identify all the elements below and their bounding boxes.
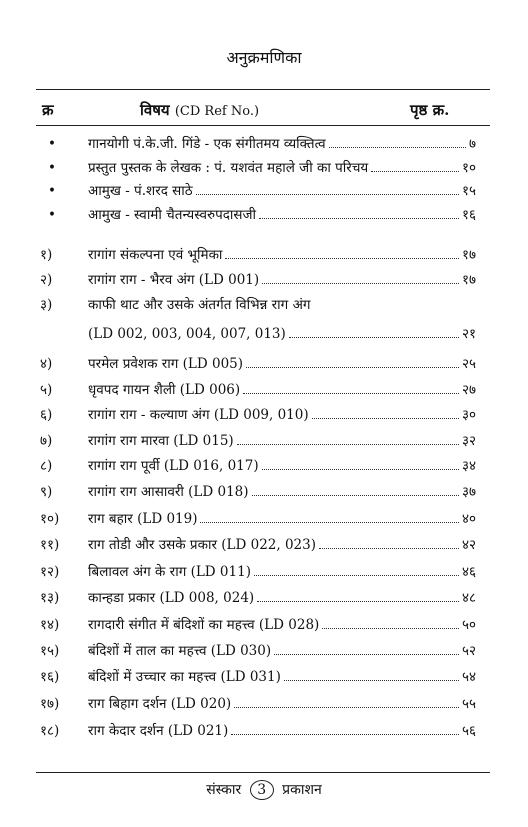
toc-row [40,688,476,712]
toc-row [40,529,476,553]
toc-number: ९) [40,484,53,500]
toc-number: ८) [40,458,53,474]
toc-title: राग बहार (LD 019) [88,511,198,527]
toc-page-number: २१ [461,326,476,342]
toc-title: रागदारी संगीत में बंदिशों का महत्त्व (LD 028) [88,617,320,633]
toc-title: बिलावल अंग के राग (LD 011) [88,564,251,580]
toc-page-number: ५४ [461,669,476,685]
toc-dot-leader [196,194,459,195]
toc-dot-leader [274,654,459,655]
toc-row [40,239,476,263]
footer-rule [36,772,490,773]
toc-bullet: • [48,136,56,152]
toc-page-number: १७ [461,247,476,263]
toc-dot-leader [284,680,459,681]
toc-row [40,556,476,580]
toc-title: आमुख - पं.शरद साठे [88,183,193,199]
toc-number: १८) [40,723,60,739]
toc-dot-leader [319,548,459,549]
toc-dot-leader [289,337,459,338]
toc-dot-leader [262,283,459,284]
toc-row [40,374,476,398]
toc-number: १३) [40,590,60,606]
toc-dot-leader [329,147,466,148]
col-header-subject-label: विषय [140,101,170,119]
toc-dot-leader [243,393,459,394]
toc-number: १२) [40,564,60,580]
footer-left-text: संस्कार [206,782,242,798]
toc-page-number: २७ [461,382,476,398]
toc-page-number: ४२ [461,537,476,553]
toc-number: २) [40,272,53,288]
toc-number: १४) [40,617,60,633]
toc-bullet: • [48,160,56,176]
toc-row [40,476,476,500]
page-number: 3 [250,780,274,800]
toc-row [40,289,476,313]
toc-dot-leader [231,734,459,735]
header-top-rule [36,89,490,90]
toc-number: ४) [40,356,53,372]
toc-title: काफी थाट और उसके अंतर्गत विभिन्न राग अंग [88,297,311,313]
toc-page-number: ५५ [461,696,476,712]
footer-right-text: प्रकाशन [282,782,322,798]
toc-row [40,661,476,685]
toc-title: राग तोडी और उसके प्रकार (LD 022, 023) [88,537,317,553]
toc-row [40,399,476,423]
col-header-page: पृष्ठ क्र. [410,101,450,119]
toc-dot-leader [262,469,459,470]
toc-title: राग बिहाग दर्शन (LD 020) [88,696,232,712]
toc-row [40,609,476,633]
toc-page-number: ५२ [461,643,476,659]
toc-row [40,152,476,176]
toc-number: ५) [40,382,53,398]
toc-dot-leader [200,522,458,523]
toc-page-number: १६ [461,207,476,223]
toc-title: राग केदार दर्शन (LD 021) [88,723,229,739]
toc-number: १७) [40,696,60,712]
toc-page-number: ३७ [461,484,476,500]
toc-page-number: ४० [461,511,476,527]
toc-title: गानयोगी पं.के.जी. गिंडे - एक संगीतमय व्यक्तित्व [88,136,326,152]
toc-title: बंदिशों में उच्चार का महत्त्व (LD 031) [88,669,281,685]
toc-row [40,715,476,739]
toc-title: धृवपद गायन शैली (LD 006) [88,382,241,398]
toc-title: परमेल प्रवेशक राग (LD 005) [88,356,244,372]
toc-dot-leader [225,258,459,259]
toc-dot-leader [259,218,459,219]
toc-title: रागांग राग पूर्वी (LD 016, 017) [88,458,259,474]
toc-number: ७) [40,433,53,449]
toc-bullet: • [48,183,56,199]
toc-row [40,582,476,606]
toc-page-number: ७ [468,136,476,152]
toc-title: रागांग राग - कल्याण अंग (LD 009, 010) [88,407,309,423]
toc-page-number: १० [461,160,476,176]
toc-dot-leader [257,601,459,602]
toc-title: रागांग राग मारवा (LD 015) [88,433,234,449]
toc-title: आमुख - स्वामी चैतन्यस्वरुपदासजी [88,207,257,223]
toc-title: कान्हडा प्रकार (LD 008, 024) [88,590,255,606]
page-title: अनुक्रमणिका [226,48,302,67]
toc-row [40,199,476,223]
col-header-subject [140,100,259,120]
toc-page-number: ३० [461,407,476,423]
toc-row [40,175,476,199]
toc-title: (LD 002, 003, 004, 007, 013) [88,326,286,342]
toc-row [40,635,476,659]
toc-number: १५) [40,643,60,659]
toc-dot-leader [254,575,459,576]
toc-number: १०) [40,511,60,527]
toc-dot-leader [312,418,459,419]
toc-title: रागांग राग आसावरी (LD 018) [88,484,249,500]
toc-dot-leader [234,707,459,708]
toc-title: रागांग राग - भैरव अंग (LD 001) [88,272,260,288]
toc-page-number: ३४ [461,458,476,474]
toc-title: प्रस्तुत पुस्तक के लेखक : पं. यशवंत महाले जी का परिचय [88,160,369,176]
toc-row [40,348,476,372]
toc-row [40,503,476,527]
toc-page-number: ५० [461,617,476,633]
toc-dot-leader [246,367,459,368]
toc-bullet: • [48,207,56,223]
toc-dot-leader [322,628,459,629]
toc-dot-leader [237,444,459,445]
toc-page-number: ४८ [461,590,476,606]
header-bottom-rule [36,125,490,126]
toc-number: ६) [40,407,53,423]
toc-number: ३) [40,297,53,313]
toc-page-number: ४६ [461,564,476,580]
toc-dot-leader [252,495,459,496]
toc-page-number: १७ [461,272,476,288]
toc-number: ११) [40,537,60,553]
toc-title: रागांग संकल्पना एवं भूमिका [88,247,223,263]
toc-number: १६) [40,669,60,685]
toc-row [40,318,476,342]
toc-row [40,425,476,449]
toc-row [40,450,476,474]
toc-title: बंदिशों में ताल का महत्त्व (LD 030) [88,643,272,659]
toc-row [40,264,476,288]
toc-page-number: २५ [461,356,476,372]
toc-page-number: ३२ [461,433,476,449]
footer [0,780,528,800]
toc-page-number: ५६ [461,723,476,739]
toc-number: १) [40,247,53,263]
toc-row [40,128,476,152]
toc-dot-leader [371,171,459,172]
col-header-cd-ref: (CD Ref No.) [174,104,260,119]
toc-page-number: १५ [461,183,476,199]
col-header-number: क्र [42,101,54,119]
